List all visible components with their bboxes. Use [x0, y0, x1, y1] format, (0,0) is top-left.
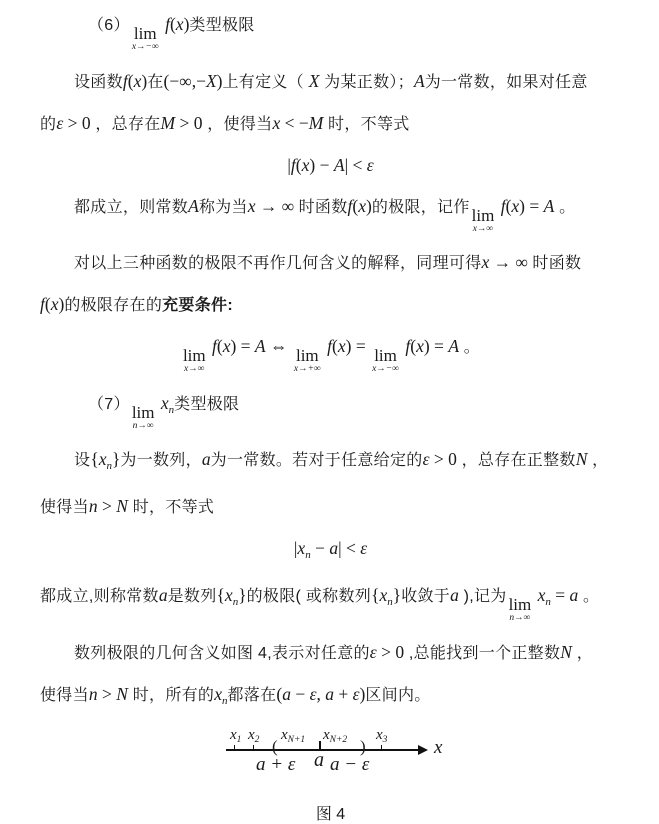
- text-segment: +: [334, 683, 353, 704]
- text-segment: a: [450, 585, 459, 605]
- text-segment: ) −: [309, 154, 334, 175]
- heading-limit-7: [40, 391, 621, 432]
- para-conclusion-6: [40, 194, 621, 235]
- text-segment: ): [359, 683, 366, 704]
- text-segment: > 0: [429, 449, 457, 469]
- para-conclusion-7: [40, 583, 621, 624]
- text-segment: $x_n$: [156, 392, 175, 416]
- text-segment: f: [401, 336, 411, 356]
- text-segment: >: [97, 683, 117, 704]
- text-segment: ⇔: [265, 336, 292, 356]
- text-segment: > 0: [63, 112, 91, 133]
- text-segment: 都成立，则常数: [74, 198, 189, 216]
- lim-word: lim: [295, 346, 319, 365]
- interval-right-label: a − ε: [330, 753, 370, 775]
- text-segment: ,总能找到一个正整数: [404, 644, 561, 662]
- text-segment: ε: [352, 683, 360, 704]
- axis-label: x: [434, 736, 443, 758]
- lim-subscript: n→∞: [132, 420, 154, 431]
- text-segment: a: [329, 538, 339, 558]
- text-segment: a: [158, 585, 168, 605]
- text-segment: x: [511, 195, 520, 216]
- text-segment: > 0: [376, 641, 405, 662]
- text-segment: {: [371, 585, 380, 605]
- text-segment: 时函数: [298, 198, 348, 216]
- equation-iff: [40, 334, 621, 375]
- text-segment: A: [254, 336, 266, 356]
- text-segment: 设函数: [74, 73, 123, 91]
- text-segment: x: [175, 14, 184, 34]
- text-segment: (: [410, 336, 417, 356]
- subscript: 3: [382, 734, 388, 745]
- text-segment: a: [325, 683, 335, 704]
- text-segment: | <: [344, 154, 367, 175]
- text-segment: 上有定义（: [222, 73, 309, 91]
- text-segment: f: [496, 195, 506, 216]
- text-segment: M: [160, 112, 176, 133]
- text-segment: ,: [316, 683, 326, 704]
- limit-operator: [372, 347, 399, 375]
- text-segment: （6）: [88, 17, 130, 34]
- text-segment: }: [112, 449, 121, 469]
- lim-subscript: x→∞: [184, 364, 205, 374]
- para-def-7-line2: [40, 494, 621, 520]
- text-segment: $x_n$: [214, 683, 228, 707]
- text-segment: }: [238, 585, 247, 605]
- text-segment: 。: [578, 588, 600, 605]
- equation-abs-xn-minus-a: [40, 536, 621, 567]
- limit-operator: [132, 404, 155, 432]
- text-segment: ε: [309, 683, 317, 704]
- lim-subscript: x→−∞: [372, 364, 399, 374]
- text-segment: N: [116, 496, 128, 516]
- point-label-x2: $x_2$: [248, 726, 260, 745]
- text-segment: M: [308, 112, 324, 133]
- close-paren: ): [360, 736, 366, 756]
- text-segment: 的: [40, 115, 57, 133]
- text-segment: 区间内。: [365, 686, 431, 704]
- text-segment: (: [169, 14, 176, 34]
- point-label-xN+2: $x_{N+2}$: [323, 726, 348, 745]
- limit-operator: [294, 347, 321, 375]
- interval-left-label: a + ε: [256, 753, 296, 775]
- limit-operator: [472, 207, 495, 235]
- text-segment: f: [40, 294, 45, 314]
- text-segment: x: [50, 294, 59, 314]
- text-segment: x: [416, 336, 424, 356]
- text-segment: 为一数列，: [120, 452, 202, 469]
- lim-word: lim: [471, 205, 495, 225]
- text-segment: ): [216, 70, 223, 91]
- text-segment: ，使得当: [202, 115, 273, 133]
- para-def-6-line2: [40, 111, 621, 137]
- text-segment: x: [222, 336, 231, 356]
- text-segment: X: [308, 70, 320, 91]
- text-segment: $x_n$: [533, 585, 551, 608]
- text-segment: 的极限( 或称数列: [246, 588, 372, 605]
- text-segment: (−∞,−: [163, 70, 206, 91]
- subscript: 2: [254, 734, 260, 745]
- text-segment: N: [575, 449, 588, 469]
- subscript: n: [222, 694, 228, 707]
- limit-operator: [509, 596, 532, 624]
- text-segment: x: [301, 154, 310, 175]
- text-segment: x: [358, 195, 366, 216]
- text-segment: ，总存在: [90, 115, 161, 133]
- subscript: n: [545, 596, 551, 608]
- text-segment: n: [88, 496, 98, 516]
- text-segment: 数列极限的几何含义如图 4,表示对任意的: [74, 644, 370, 662]
- text-segment: A: [188, 195, 199, 216]
- center-a-label: a: [314, 748, 324, 771]
- text-segment: 是数列: [167, 588, 217, 605]
- text-segment: 使得当: [40, 686, 89, 704]
- text-segment: X: [205, 70, 217, 91]
- text-segment: 使得当: [40, 499, 89, 516]
- text-segment: |: [293, 538, 298, 558]
- lim-subscript: n→∞: [509, 613, 531, 623]
- text-segment: A: [448, 336, 460, 356]
- text-segment: 时，不等式: [323, 115, 410, 133]
- text-segment: (: [332, 336, 338, 356]
- text-segment: A: [413, 70, 425, 91]
- tick-mark: [253, 745, 254, 750]
- text-segment: 为某正数）；: [319, 73, 414, 91]
- text-segment: =: [550, 585, 570, 605]
- text-segment: >: [97, 496, 117, 516]
- lim-subscript: x→−∞: [131, 42, 159, 52]
- text-segment: ): [141, 70, 148, 91]
- subscript: 1: [236, 734, 242, 745]
- text-segment: a: [201, 449, 211, 469]
- text-segment: 充要条件:: [162, 297, 233, 314]
- text-segment: ε: [422, 449, 430, 469]
- tick-mark: [381, 745, 382, 750]
- text-segment: N: [560, 641, 572, 662]
- text-segment: ),记为: [458, 588, 507, 605]
- text-segment: ，: [571, 644, 594, 662]
- lim-subscript: x→+∞: [293, 364, 321, 374]
- lim-word: lim: [508, 595, 532, 614]
- para-geometry-line2: [40, 682, 621, 713]
- text-segment: N: [116, 683, 128, 704]
- text-segment: → ∞: [489, 252, 533, 272]
- text-segment: 类型极限: [174, 395, 240, 413]
- point-label-xN+1: $x_{N+1}$: [281, 726, 306, 745]
- text-segment: n: [88, 683, 98, 704]
- text-segment: (: [127, 70, 134, 91]
- text-segment: $x_n$: [224, 585, 239, 608]
- text-segment: (: [295, 154, 302, 175]
- text-segment: 时，所有的: [127, 686, 215, 704]
- subscript: n: [387, 596, 393, 608]
- text-segment: $x_n$: [98, 449, 112, 472]
- text-segment: 都成立,则称常数: [40, 588, 159, 605]
- text-segment: {: [216, 585, 225, 605]
- text-segment: }: [392, 585, 402, 605]
- text-segment: 对以上三种函数的极限不再作几何含义的解释，同理可得: [74, 255, 482, 272]
- text-segment: (: [352, 195, 359, 216]
- text-segment: (: [505, 195, 512, 216]
- text-segment: f: [290, 154, 296, 175]
- point-label-x1: $x_1$: [230, 726, 242, 745]
- axis-arrowhead-icon: [418, 745, 428, 755]
- text-segment: f: [322, 336, 333, 356]
- text-segment: |: [287, 154, 291, 175]
- text-segment: 设: [74, 452, 91, 469]
- text-segment: (: [44, 294, 51, 314]
- text-segment: ε: [369, 641, 377, 662]
- text-segment: ): [366, 195, 372, 216]
- text-segment: f: [122, 70, 128, 91]
- open-paren: (: [272, 736, 278, 756]
- subscript: N+1: [287, 734, 306, 745]
- text-segment: 。: [459, 339, 481, 356]
- limit-operator: [132, 25, 159, 53]
- document-body: [40, 12, 621, 713]
- subscript: n: [168, 403, 175, 416]
- text-segment: −: [310, 538, 330, 558]
- text-segment: 类型极限: [189, 17, 255, 34]
- text-segment: $x_n$: [297, 538, 311, 561]
- text-segment: ε: [56, 112, 64, 133]
- text-segment: 时函数: [532, 255, 582, 272]
- para-transition-line1: [40, 250, 621, 276]
- text-segment: ): [183, 14, 190, 34]
- equation-abs-fx-minus-a: [40, 153, 621, 178]
- lim-word: lim: [182, 346, 206, 365]
- text-segment: ) =: [519, 195, 544, 216]
- lim-word: lim: [131, 402, 155, 422]
- text-segment: x: [481, 252, 490, 272]
- text-segment: f: [165, 14, 170, 34]
- limit-operator: [183, 347, 206, 375]
- text-segment: x: [133, 70, 142, 91]
- text-segment: {: [90, 449, 99, 469]
- text-segment: 。: [554, 198, 576, 216]
- text-segment: A: [333, 154, 345, 175]
- text-segment: a: [282, 683, 291, 704]
- text-segment: ) =: [345, 336, 371, 356]
- text-segment: (: [216, 336, 223, 356]
- text-segment: 的极限存在的: [64, 297, 163, 314]
- text-segment: → ∞: [255, 195, 299, 216]
- para-def-7-line1: [40, 447, 621, 478]
- text-segment: 为一常数。若对于任意给定的: [210, 452, 423, 469]
- text-segment: | <: [338, 538, 361, 558]
- text-segment: ) =: [230, 336, 255, 356]
- lim-word: lim: [133, 24, 157, 43]
- text-segment: x: [272, 112, 281, 133]
- heading-limit-6: [40, 12, 621, 53]
- figure-4-number-line: [226, 726, 486, 793]
- subscript: n: [106, 460, 112, 472]
- figure-caption: 图 4: [315, 805, 346, 823]
- text-segment: ) =: [423, 336, 449, 356]
- text-segment: < −: [280, 112, 309, 133]
- point-label-x3: $x_3$: [376, 726, 388, 745]
- text-segment: f: [207, 336, 217, 356]
- text-segment: x: [247, 195, 256, 216]
- text-segment: 称为当: [198, 198, 248, 216]
- text-segment: 时，不等式: [127, 499, 215, 516]
- subscript: n: [232, 596, 239, 608]
- text-segment: a: [569, 585, 579, 605]
- text-segment: ，: [587, 452, 609, 469]
- text-segment: ε: [366, 154, 374, 175]
- text-segment: > 0: [175, 112, 203, 133]
- text-segment: 的极限，记作: [371, 198, 470, 216]
- para-transition-line2: [40, 292, 621, 318]
- text-segment: ): [58, 294, 65, 314]
- text-segment: ，总存在正整数: [456, 452, 576, 469]
- text-segment: −: [290, 683, 310, 704]
- subscript: n: [305, 549, 311, 561]
- text-segment: 都落在: [227, 686, 277, 704]
- text-segment: 为一常数，如果对任意: [424, 73, 588, 91]
- text-segment: (: [276, 683, 283, 704]
- text-segment: ε: [360, 538, 368, 558]
- para-def-6-line1: [40, 69, 621, 95]
- center-tick-mark: [319, 741, 321, 749]
- text-segment: 收敛于: [401, 588, 451, 605]
- tick-mark: [234, 745, 235, 750]
- text-segment: f: [347, 195, 353, 216]
- text-segment: $x_n$: [379, 585, 393, 608]
- text-segment: A: [543, 195, 555, 216]
- text-segment: 在: [147, 73, 164, 91]
- para-geometry-line1: [40, 640, 621, 666]
- subscript: N+2: [329, 734, 348, 745]
- text-segment: x: [337, 336, 346, 356]
- lim-word: lim: [374, 346, 397, 365]
- lim-subscript: x→∞: [472, 223, 494, 234]
- text-segment: （7）: [88, 395, 130, 413]
